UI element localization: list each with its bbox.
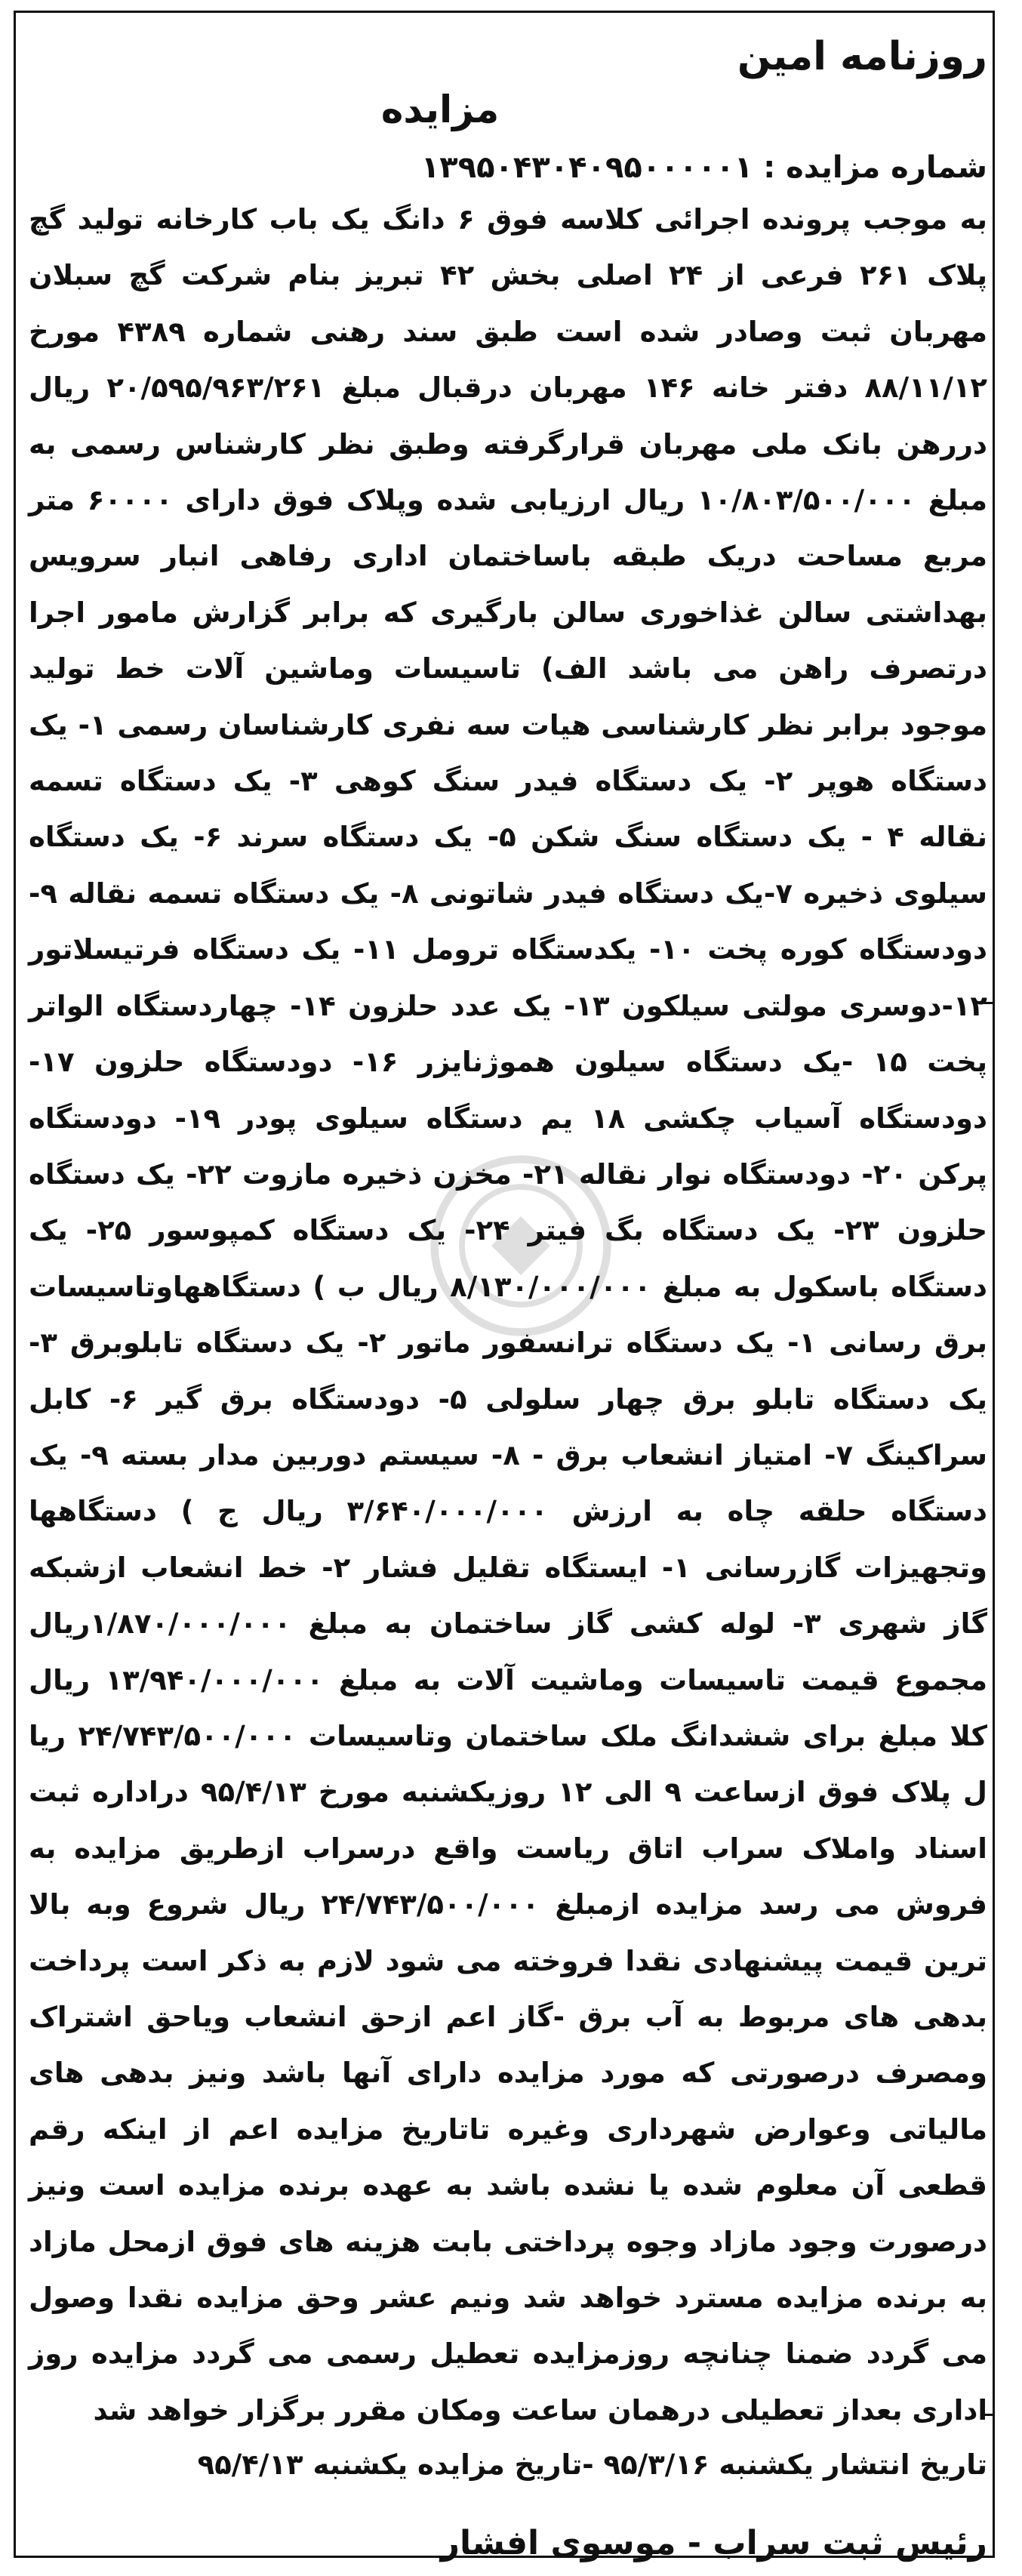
- auction-notice: [29, 30, 987, 2570]
- auction-number: شماره مزایده : ۱۳۹۵۰۴۳۰۴۰۹۵۰۰۰۰۰۱: [420, 150, 987, 185]
- notice-body: به موجب پرونده اجرائی کلاسه فوق ۶ دانگ یک باب کارخانه تولید گچ پلاک ۲۶۱ فرعی از ۲۴ اصلی بخش ۴۲ تبریز بنام شرکت گچ سبلان مهربان ثبت وصادر شده است طبق سند رهنی شماره ۴۳۸۹ مورخ ۸۸/۱۱/۱۲ دفتر خانه ۱۴۶ مهربان درقبال مبلغ ۲۰/۵۹۵/۹۶۳/۲۶۱ ریال دررهن بانک ملی مهربان قرارگرفته وطبق نظر کارشناس رسمی به مبلغ ۱۰/۸۰۳/۵۰۰/۰۰۰ ریال ارزیابی شده وپلاک فوق دارای ۶۰۰۰۰ متر مربع مساحت دریک طبقه باساختمان اداری رفاهی انبار سرویس بهداشتی سالن غذاخوری سالن بارگیری که برابر گزارش مامور اجرا درتصرف راهن می باشد الف) تاسیسات وماشین آلات خط تولید موجود برابر نظر کارشناسی هیات سه نفری کارشناسان رسمی ۱- یک دستگاه هوپر ۲- یک دستگاه فیدر سنگ کوهی ۳- یک دستگاه تسمه نقاله ۴ - یک دستگاه سنگ شکن ۵- یک دستگاه سرند ۶- یک دستگاه سیلوی ذخیره ۷-یک دستگاه فیدر شاتونی ۸- یک دستگاه تسمه نقاله ۹- دودستگاه کوره پخت ۱۰- یکدستگاه ترومل ۱۱- یک دستگاه فرتیسلاتور ۱۲-دوسری مولتی سیلکون ۱۳- یک عدد حلزون ۱۴- چهاردستگاه الواتر پخت ۱۵ -یک دستگاه سیلون هموژنایزر ۱۶- دودستگاه حلزون ۱۷- دودستگاه آسیاب چکشی ۱۸ یم دستگاه سیلوی پودر ۱۹- دودستگاه پرکن ۲۰- دودستگاه نوار نقاله ۲۱- مخزن ذخیره مازوت ۲۲- یک دستگاه حلزون ۲۳- یک دستگاه بگ فیتر ۲۴- یک دستگاه کمپوسور ۲۵- یک دستگاه باسکول به مبلغ ۸/۱۳۰/۰۰۰/۰۰۰ ریال ب ) دستگاههاوتاسیسات برق رسانی ۱- یک دستگاه ترانسفور ماتور ۲- یک دستگاه تابلوبرق ۳- یک دستگاه تابلو برق چهار سلولی ۵- دودستگاه برق گیر ۶- کابل سراکینگ ۷- امتیاز انشعاب برق - ۸- سیستم دوربین مدار بسته ۹- یک دستگاه حلقه چاه به ارزش ۳/۶۴۰/۰۰۰/۰۰۰ ریال ج ) دستگاهها وتجهیزات گازرسانی ۱- ایستگاه تقلیل فشار ۲- خط انشعاب ازشبکه گاز شهری ۳- لوله کشی گاز ساختمان به مبلغ ۱/۸۷۰/۰۰۰/۰۰۰ریال مجموع قیمت تاسیسات وماشیت آلات به مبلغ ۱۳/۹۴۰/۰۰۰/۰۰۰ ریال کلا مبلغ برای ششدانگ ملک ساختمان وتاسیسات ۲۴/۷۴۳/۵۰۰/۰۰۰ ریا ل پلاک فوق ازساعت ۹ الی ۱۲ روزیکشنبه مورخ ۹۵/۴/۱۳ دراداره ثبت اسناد واملاک سراب اتاق ریاست واقع درسراب ازطریق مزایده به فروش می رسد مزایده ازمبلغ ۲۴/۷۴۳/۵۰۰/۰۰۰ ریال شروع وبه بالا ترین قیمت پیشنهادی نقدا فروخته می شود لازم به ذکر است پرداخت بدهی های مربوط به آب برق -گاز اعم ازحق انشعاب ویاحق اشتراک ومصرف درصورتی که مورد مزایده دارای آنها باشد ونیز بدهی های مالیاتی وعوارض شهرداری وغیره تاتاریخ مزایده اعم از اینکه رقم قطعی آن معلوم شده یا نشده باشد به عهده برنده مزایده است ونیز درصورت وجود مازاد وجوه پرداختی بابت هزینه های فوق ازمحل مازاد به برنده مزایده مسترد خواهد شد ونیم عشر وحق مزایده نقدا وصول می گردد ضمنا چنانچه روزمزایده تعطیل رسمی می گردد مزایده روز اداری بعداز تعطیلی درهمان ساعت ومکان مقرر برگزار خواهد شد: [29, 203, 988, 2427]
- notice-title: مزایده: [380, 88, 500, 131]
- signature: رئیس ثبت سراب - موسوی افشار: [440, 2524, 987, 2563]
- publication-dates: تاریخ انتشار یکشنبه ۹۵/۳/۱۶ -تاریخ مزایده یکشنبه ۹۵/۴/۱۳: [197, 2448, 987, 2482]
- newspaper-name: روزنامه امین: [737, 34, 987, 79]
